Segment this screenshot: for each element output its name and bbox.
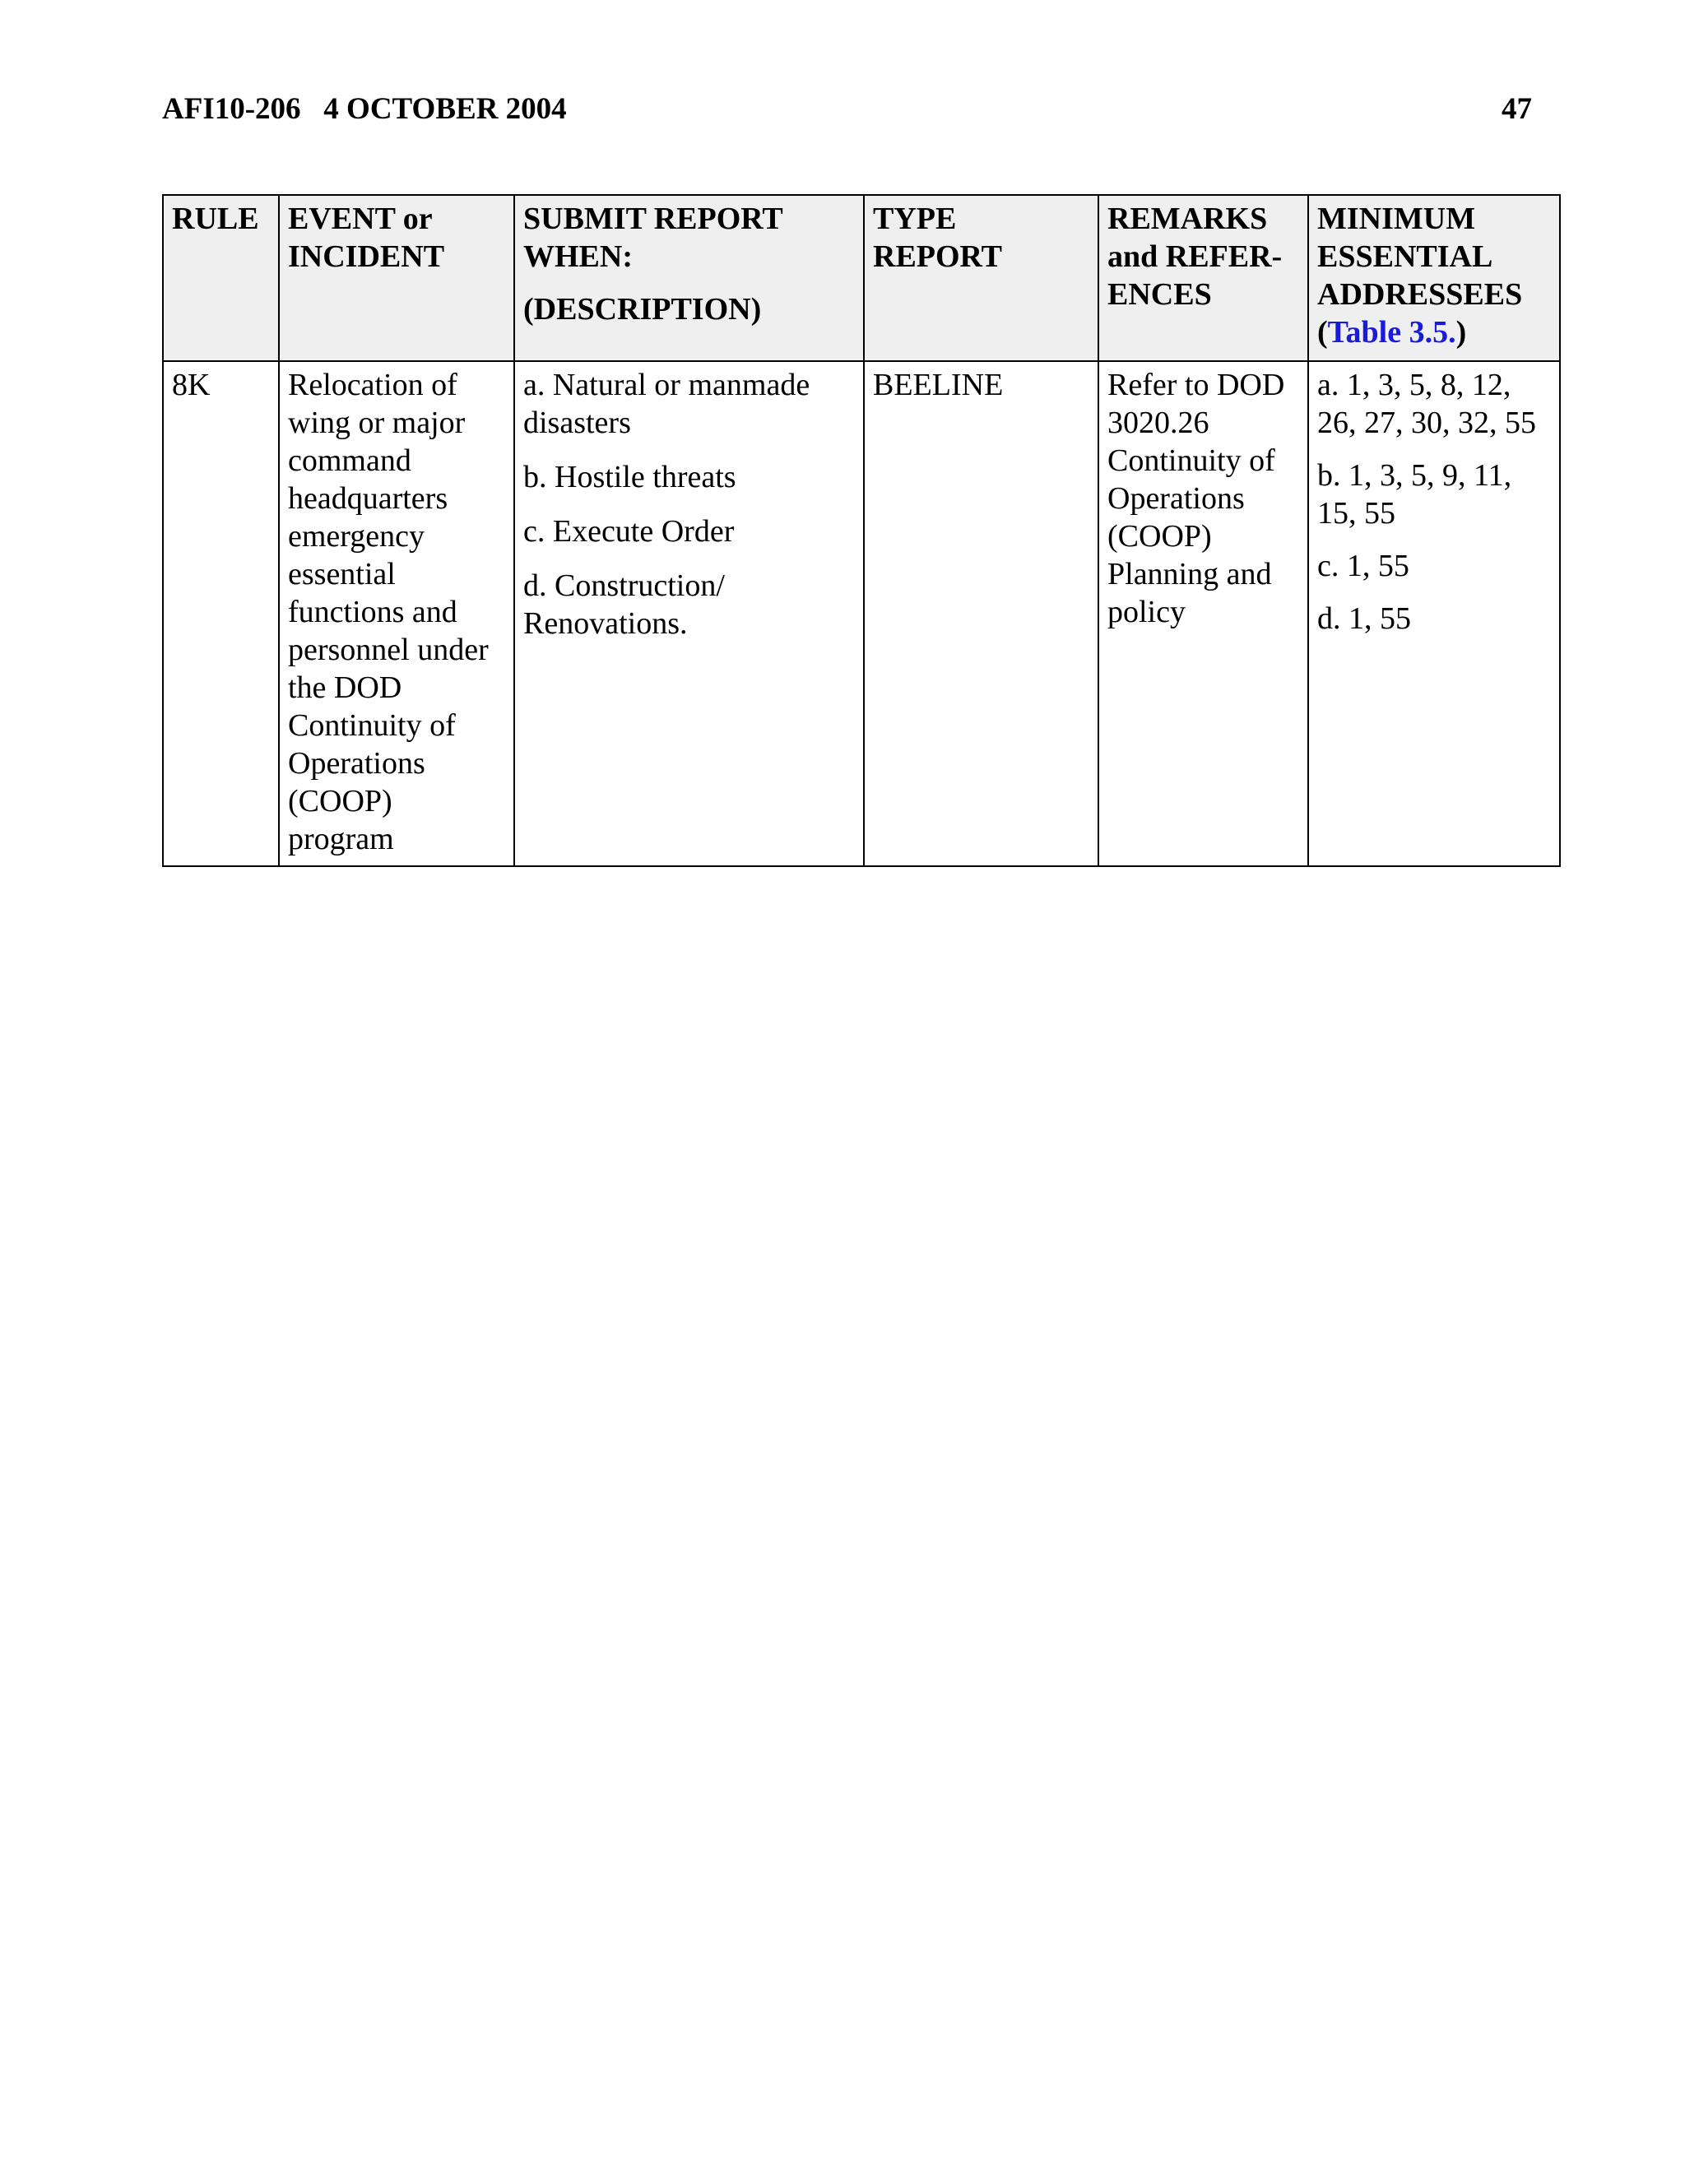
- addressee-item: c. 1, 55: [1317, 549, 1409, 583]
- submit-item: d. Construction/ Renovations.: [523, 568, 725, 641]
- column-header-addressees: [1308, 195, 1560, 361]
- column-header-rule: [163, 195, 279, 361]
- header-text: ESSENTIAL: [1317, 239, 1493, 274]
- document-id: AFI10-206 4 OCTOBER 2004: [162, 92, 567, 126]
- header-text: (DESCRIPTION): [523, 292, 762, 327]
- cell-rule: 8K: [163, 361, 279, 866]
- header-text: REPORT: [873, 239, 1003, 274]
- paren-close: ): [1455, 315, 1467, 350]
- header-text: and REFER-: [1107, 239, 1283, 274]
- cell-remarks: Refer to DOD 3020.26 Continuity of Operations (COOP) Planning and policy: [1098, 361, 1308, 866]
- header-text: RULE: [172, 202, 259, 236]
- table-3-5-link[interactable]: Table 3.5.: [1327, 315, 1456, 350]
- header-text: ADDRESSEES: [1317, 277, 1523, 312]
- table-header-row: [163, 195, 1560, 361]
- header-text: ENCES: [1107, 277, 1212, 312]
- page-header: [162, 89, 1532, 130]
- cell-type-report: BEELINE: [864, 361, 1098, 866]
- addressee-item: b. 1, 3, 5, 9, 11, 15, 55: [1317, 458, 1512, 531]
- paren-open: (: [1317, 315, 1328, 350]
- submit-item: a. Natural or manmade disasters: [523, 368, 810, 440]
- cell-event: Relocation of wing or major command headquarters emergency essential functions and personnel under the DOD Continuity of Operations (COOP) program: [279, 361, 514, 866]
- column-header-type: [864, 195, 1098, 361]
- addressee-item: d. 1, 55: [1317, 601, 1411, 636]
- header-text: REMARKS: [1107, 202, 1268, 236]
- cell-submit-when: [514, 361, 864, 866]
- submit-item: c. Execute Order: [523, 514, 735, 549]
- addressee-item: a. 1, 3, 5, 8, 12, 26, 27, 30, 32, 55: [1317, 368, 1536, 440]
- column-header-event: [279, 195, 514, 361]
- header-text: EVENT or: [288, 202, 433, 236]
- header-text: INCIDENT: [288, 239, 445, 274]
- table-row: [163, 361, 1560, 866]
- report-table: [162, 194, 1561, 867]
- header-text: MINIMUM: [1317, 202, 1476, 236]
- column-header-submit: [514, 195, 864, 361]
- column-header-remarks: [1098, 195, 1308, 361]
- header-text-reference: [1317, 313, 1551, 351]
- page-number: 47: [1502, 92, 1532, 126]
- header-text: SUBMIT REPORT: [523, 202, 783, 236]
- cell-addressees: [1308, 361, 1560, 866]
- header-text: TYPE: [873, 202, 957, 236]
- submit-item: b. Hostile threats: [523, 460, 736, 494]
- header-text: WHEN:: [523, 239, 633, 274]
